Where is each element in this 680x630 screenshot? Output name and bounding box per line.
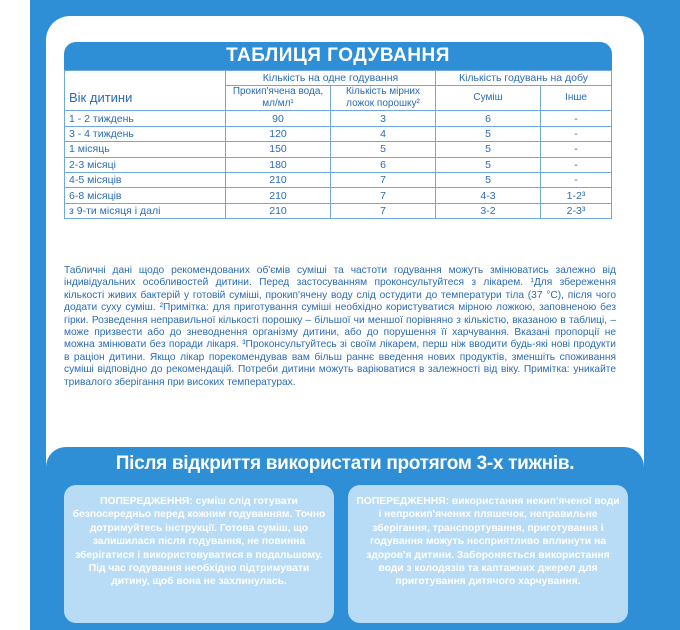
header-scoops: Кількість мірних ложок порошку² (331, 86, 436, 111)
cell-scoops: 7 (331, 188, 436, 203)
cell-other: 1-2³ (541, 188, 612, 203)
cell-age: 6-8 місяців (65, 188, 226, 203)
cell-age: 1 місяць (65, 142, 226, 157)
cell-scoops: 6 (331, 157, 436, 172)
cell-scoops: 5 (331, 142, 436, 157)
warning-box-left: ПОПЕРЕДЖЕННЯ: суміш слід готувати безпосередньо перед кожним годуванням. Точно дотримуйтесь інструкції. Готова суміш, що залишилася після годування, не повинна зберігатися і використовуватися в подальшому. Під час годування необхідно підтримувати дитину, щоб вона не захлинулась. (64, 485, 334, 623)
cell-age: з 9-ти місяця і далі (65, 203, 226, 218)
header-other: Інше (541, 86, 612, 111)
cell-age: 2-3 місяці (65, 157, 226, 172)
cell-other: 2-3³ (541, 203, 612, 218)
cell-other: - (541, 126, 612, 141)
table-row (65, 111, 612, 126)
table-row (65, 126, 612, 141)
cell-formula: 6 (436, 111, 541, 126)
cell-formula: 3-2 (436, 203, 541, 218)
header-blank (65, 71, 226, 86)
cell-age: 3 - 4 тиждень (65, 126, 226, 141)
cell-formula: 5 (436, 142, 541, 157)
cell-water: 210 (226, 188, 331, 203)
cell-other: - (541, 157, 612, 172)
cell-scoops: 7 (331, 203, 436, 218)
cell-formula: 5 (436, 126, 541, 141)
warning-box-right: ПОПЕРЕДЖЕННЯ: використання некип'яченої води і непрокип'ячених пляшечок, неправильне зберігання, транспортування, приготування і годування можуть несприятливо вплинути на здоров'я дитини. Забороняється використання води з колодязів та каптажних джерел для приготування дитячого харчування. (348, 485, 628, 623)
cell-water: 150 (226, 142, 331, 157)
cell-formula: 5 (436, 172, 541, 187)
shelf-life-banner: Після відкриття використати протягом 3-х тижнів. (115, 453, 575, 474)
cell-water: 90 (226, 111, 331, 126)
table-row (65, 157, 612, 172)
label-panel (46, 16, 644, 628)
cell-water: 120 (226, 126, 331, 141)
header-per-feeding: Кількість на одне годування (226, 71, 436, 86)
header-formula: Суміш (436, 86, 541, 111)
table-row (65, 203, 612, 218)
table-row (65, 188, 612, 203)
header-age: Вік дитини (65, 86, 226, 111)
cell-age: 4-5 місяців (65, 172, 226, 187)
cell-age: 1 - 2 тиждень (65, 111, 226, 126)
cell-water: 210 (226, 172, 331, 187)
header-per-day: Кількість годувань на добу (436, 71, 612, 86)
cell-other: - (541, 172, 612, 187)
header-water: Прокип'ячена вода, мл/мл¹ (226, 86, 331, 111)
cell-water: 210 (226, 203, 331, 218)
table-title: ТАБЛИЦЯ ГОДУВАННЯ (64, 42, 612, 70)
cell-scoops: 3 (331, 111, 436, 126)
feeding-table (64, 70, 612, 219)
cell-scoops: 4 (331, 126, 436, 141)
notes-text (64, 265, 616, 389)
table-row (65, 142, 612, 157)
cell-scoops: 7 (331, 172, 436, 187)
cell-other: - (541, 111, 612, 126)
cell-water: 180 (226, 157, 331, 172)
cell-formula: 4-3 (436, 188, 541, 203)
table-row (65, 172, 612, 187)
warning-section (46, 447, 644, 628)
cell-formula: 5 (436, 157, 541, 172)
notes-paragraph: Табличні дані щодо рекомендованих об'ємів суміші та частоти годування можуть змінюватись залежно від індивідуальних особливостей дитини. Перед застосуванням проконсультуйтеся з лікарем. ¹Для збереження кількості живих бактерій у готовій суміші, прокип'ячену воду слід остудити до температури тіла (37 °С), після чого додати суху суміш. ²Примітка: для приготування суміші необхідно користуватися мірною ложкою, заповненою без гірки. Розведення неправильної кількості порошку – більшої чи меншої порівняно з кількістю, вказаною в таблиці, – може призвести або до зневоднення організму дитини, або до порушення її харчування. Вказані пропорції не можна змінювати без поради лікаря. ³Проконсультуйтесь зі своїм лікарем, перш ніж вводити будь-які нові продукти в раціон дитини. Якщо лікар порекомендував вам більш раннє введення нових продуктів, зменшіть споживання суміші відповідно до рекомендацій. Потреби дитини можуть варіюватися в залежності від віку. Примітка: уникайте тривалого зберігання при високих температурах. (64, 265, 616, 388)
cell-other: - (541, 142, 612, 157)
